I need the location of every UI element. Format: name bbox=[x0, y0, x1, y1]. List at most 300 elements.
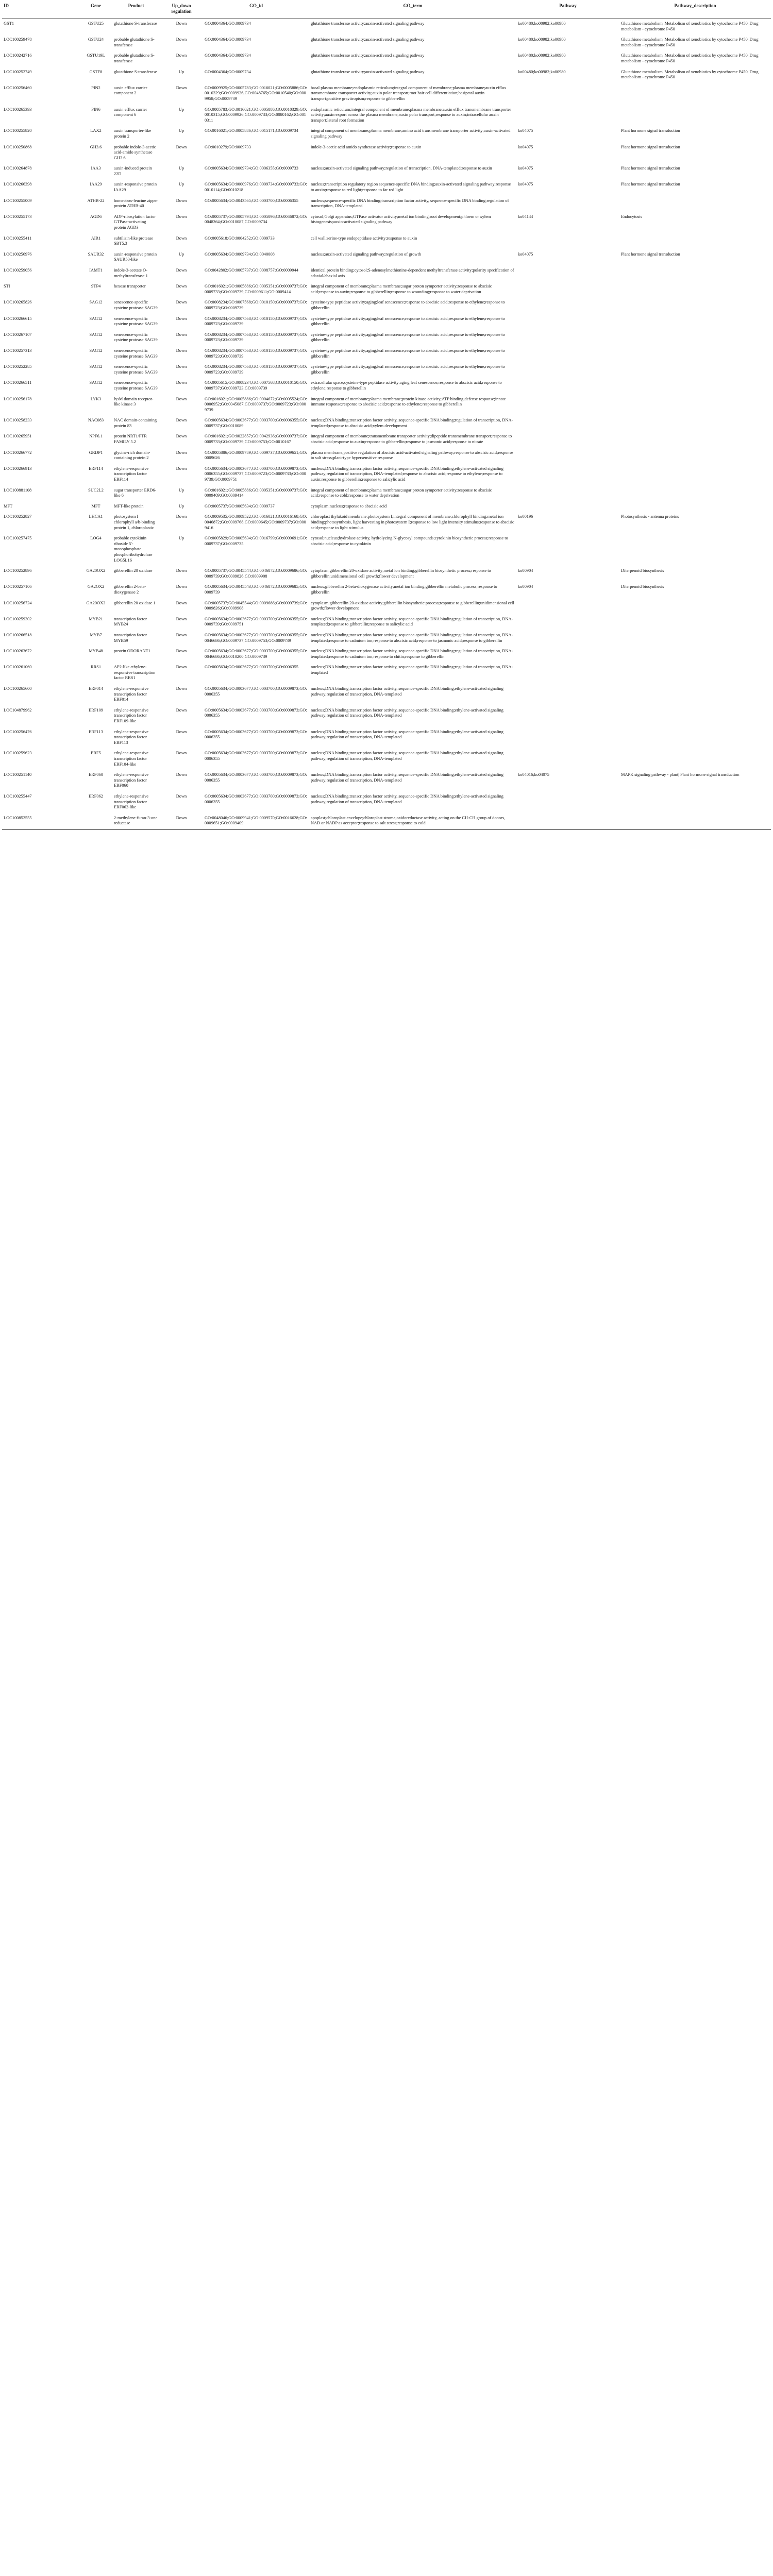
gene-id-cell: LOC100257106 bbox=[4, 584, 32, 589]
pathway-cell bbox=[516, 282, 619, 298]
product-cell: auxin-responsive protein IAA29 bbox=[114, 182, 157, 193]
pathway-cell bbox=[516, 706, 619, 727]
table-row bbox=[2, 502, 771, 513]
table-row bbox=[2, 416, 771, 432]
table-row bbox=[2, 749, 771, 770]
pathway-cell bbox=[516, 615, 619, 631]
pathway-description-cell: Plant hormone signal transduction bbox=[621, 251, 680, 257]
table-row bbox=[2, 432, 771, 448]
go-id-cell: GO:0008234;GO:0007568;GO:0010150;GO:0009737;GO:0009723;GO:0009739 bbox=[205, 300, 307, 310]
go-id-cell: GO:0005634;GO:0003677;GO:0003700;GO:0006355 bbox=[205, 665, 298, 670]
pathway-cell bbox=[516, 378, 619, 394]
gene-id-cell: LOC100251140 bbox=[4, 772, 32, 777]
go-id-cell: GO:0005829;GO:0005634;GO:0016799;GO:0009691;GO:0009737;GO:0009735 bbox=[205, 536, 307, 546]
pathway-description-cell: Plant hormone signal transduction bbox=[621, 166, 680, 171]
product-cell: transcription factor MYB59 bbox=[114, 632, 147, 643]
product-cell: ethylene-responsive transcription factor ERF104-like bbox=[114, 751, 148, 767]
gene-symbol-cell: ATHB-22 bbox=[87, 198, 105, 203]
pathway-cell bbox=[516, 663, 619, 684]
gene-symbol-cell: NAC083 bbox=[88, 418, 104, 423]
product-cell: probable indole-3-acetic acid-amido synthetase GH3.6 bbox=[114, 144, 156, 160]
go-term-cell: apoplast;chloroplast envelope;chloroplast stroma;oxidoreductase activity, acting on the CH-CH group of donors, NAD or NADP as acceptor;response to salt stress;response to cold bbox=[309, 814, 516, 830]
regulation-cell: Down bbox=[176, 665, 187, 670]
pathway-description-cell bbox=[619, 196, 771, 212]
go-id-cell: GO:0005737;GO:0005794;GO:0005096;GO:0046872;GO:0048364;GO:0010087;GO:0009734 bbox=[205, 214, 307, 225]
pathway-description-cell bbox=[619, 599, 771, 615]
product-cell: hexose transporter bbox=[114, 284, 146, 289]
pathway-cell bbox=[516, 792, 619, 814]
regulation-cell: Down bbox=[176, 268, 187, 273]
gene-symbol-cell: ERF060 bbox=[89, 772, 103, 777]
table-row bbox=[2, 180, 771, 196]
gene-id-cell: LOC100266772 bbox=[4, 450, 32, 455]
gene-id-cell: LOC100265600 bbox=[4, 686, 32, 691]
pathway-description-cell bbox=[619, 105, 771, 127]
product-cell: senescence-specific cysteine protease SAG39 bbox=[114, 300, 158, 310]
table-row bbox=[2, 164, 771, 180]
gene-symbol-cell: LHCA1 bbox=[89, 514, 103, 519]
pathway-description-cell bbox=[619, 814, 771, 830]
table-row bbox=[2, 486, 771, 502]
gene-id-cell: LOC100252749 bbox=[4, 69, 32, 74]
gene-id-cell: LOC100256178 bbox=[4, 396, 32, 401]
go-id-cell: GO:0005634;GO:0043565;GO:0003700;GO:0006355 bbox=[205, 198, 298, 203]
pathway-description-cell bbox=[619, 486, 771, 502]
gene-id-cell: GST1 bbox=[4, 21, 14, 26]
go-term-cell: integral component of membrane;plasma membrane;protein kinase activity;ATP binding;defense response;innate immune response;response to abscisic acid;response to ethylene;response to gibberellin bbox=[311, 396, 506, 407]
gene-id-cell: LOC100252896 bbox=[4, 568, 32, 573]
gene-id-cell: LOC100881108 bbox=[4, 487, 32, 493]
product-cell: indole-3-acetate O-methyltransferase 1 bbox=[114, 268, 148, 278]
pathway-cell bbox=[516, 814, 619, 830]
pathway-description-cell: Photosynthesis - antenna proteins bbox=[621, 514, 679, 519]
table-row bbox=[2, 83, 771, 105]
product-cell: glycine-rich domain-containing protein 2 bbox=[114, 450, 150, 461]
pathway-description-cell bbox=[619, 615, 771, 631]
gene-symbol-cell: LOG4 bbox=[90, 536, 102, 541]
pathway-description-cell bbox=[619, 416, 771, 432]
go-id-cell: GO:0008234;GO:0007568;GO:0010150;GO:0009737;GO:0009723;GO:0009739 bbox=[205, 332, 307, 343]
product-cell: ethylene-responsive transcription factor ERF060 bbox=[114, 772, 148, 788]
go-term-cell: endoplasmic reticulum;integral component of membrane;plasma membrane;auxin efflux transmembrane transporter activity;auxin export across the plasma membrane;auxin polar transport;response to auxin;intracellular auxin transport;lateral root formation bbox=[311, 107, 511, 123]
pathway-cell bbox=[516, 448, 619, 464]
pathway-cell: ko00480;ko00982;ko00980 bbox=[518, 53, 566, 58]
go-term-cell: cysteine-type peptidase activity;aging;leaf senescence;response to abscisic acid;response to ethylene;response to gibberellin bbox=[311, 316, 505, 327]
pathway-cell bbox=[516, 266, 619, 282]
pathway-cell bbox=[516, 464, 619, 486]
regulation-cell: Down bbox=[176, 214, 187, 219]
table-row bbox=[2, 534, 771, 566]
go-term-cell: identical protein binding;cytosol;S-adenosylmethionine-dependent methyltransferase activity;polarity specification of adaxial/abaxial axis bbox=[311, 268, 514, 278]
regulation-cell: Down bbox=[176, 686, 187, 691]
table-body bbox=[2, 19, 771, 830]
gene-id-cell: LOC100252827 bbox=[4, 514, 32, 519]
gene-symbol-cell: IAA3 bbox=[91, 166, 101, 171]
product-cell: probable cytokinin riboside 5'-monophosphate phosphoribohydrolase LOG5L16 bbox=[114, 536, 153, 563]
regulation-cell: Down bbox=[176, 348, 187, 353]
pathway-description-cell bbox=[619, 330, 771, 346]
product-cell: auxin efflux carrier component 2 bbox=[114, 85, 147, 96]
gene-id-cell: LOC100256460 bbox=[4, 85, 32, 90]
regulation-cell: Up bbox=[178, 69, 184, 74]
gene-id-cell: LOC100266511 bbox=[4, 380, 32, 385]
go-id-cell: GO:0016021;GO:0005886;GO:0005351;GO:0009737;GO:0009409;GO:0009414 bbox=[205, 487, 307, 498]
regulation-cell: Down bbox=[176, 649, 187, 654]
gene-id-cell: LOC104879962 bbox=[4, 707, 32, 713]
pathway-cell bbox=[516, 486, 619, 502]
pathway-description-cell bbox=[619, 362, 771, 378]
product-cell: senescence-specific cysteine protease SAG39 bbox=[114, 364, 158, 375]
regulation-cell: Down bbox=[176, 434, 187, 439]
col-header-pathway-description: Pathway_description bbox=[619, 2, 771, 19]
go-id-cell: GO:0005634;GO:0003677;GO:0003700;GO:0009873;GO:0006355 bbox=[205, 707, 307, 718]
gene-symbol-cell: SAG12 bbox=[89, 364, 103, 369]
pathway-cell bbox=[516, 502, 619, 513]
pathway-description-cell: Plant hormone signal transduction bbox=[621, 128, 680, 133]
col-header-gene: Gene bbox=[79, 2, 112, 19]
table-row bbox=[2, 35, 771, 51]
pathway-cell: ko00480;ko00982;ko00980 bbox=[518, 69, 566, 74]
table-row bbox=[2, 143, 771, 164]
pathway-cell: ko00904 bbox=[518, 584, 533, 589]
table-row bbox=[2, 599, 771, 615]
product-cell: photosystem I chlorophyll a/b-binding protein 1, chloroplastic bbox=[114, 514, 155, 530]
go-term-cell: nucleus;auxin-activated signaling pathway;regulation of transcription, DNA-templated;response to auxin bbox=[311, 166, 492, 171]
regulation-cell: Down bbox=[176, 450, 187, 455]
go-term-cell: nucleus;gibberellin 2-beta-dioxygenase activity;metal ion binding;gibberellin metabolic process;response to gibberellin bbox=[311, 584, 497, 595]
col-header-product: Product bbox=[112, 2, 160, 19]
pathway-description-cell: Diterpenoid biosynthesis bbox=[621, 584, 664, 589]
gene-symbol-cell: STP4 bbox=[91, 284, 101, 289]
pathway-description-cell bbox=[619, 706, 771, 727]
pathway-description-cell: Plant hormone signal transduction bbox=[621, 144, 680, 149]
go-id-cell: GO:0016021;GO:0022857;GO:0042936;GO:0009737;GO:0009733;GO:0009739;GO:0009753;GO:0010167 bbox=[205, 434, 307, 445]
regulation-cell: Down bbox=[176, 53, 187, 58]
pathway-cell bbox=[516, 234, 619, 250]
product-cell: ethylene-responsive transcription factor ERF113 bbox=[114, 729, 148, 745]
product-cell: gibberellin 2-beta-dioxygenase 2 bbox=[114, 584, 146, 595]
go-id-cell: GO:0016021;GO:0005886;GO:0015171;GO:0009734 bbox=[205, 128, 298, 133]
pathway-description-cell bbox=[619, 266, 771, 282]
product-cell: senescence-specific cysteine protease SAG39 bbox=[114, 332, 158, 343]
pathway-cell bbox=[516, 362, 619, 378]
header-row bbox=[2, 2, 771, 19]
pathway-description-cell bbox=[619, 502, 771, 513]
gene-symbol-cell: RRS1 bbox=[90, 665, 102, 670]
table-row bbox=[2, 234, 771, 250]
regulation-cell: Up bbox=[178, 107, 184, 112]
go-id-cell: GO:0005634;GO:0003677;GO:0003700;GO:0009873;GO:0006355 bbox=[205, 686, 307, 697]
go-term-cell: nucleus;DNA binding;transcription factor activity, sequence-specific DNA binding;ethylene-activated signaling pathway;regulation of transcription, DNA-templated;response to abscisic acid;response to ethylene;response to auxin;response to gibberellin;response to salicylic acid bbox=[311, 466, 503, 482]
regulation-cell: Down bbox=[176, 751, 187, 756]
go-term-cell: integral component of membrane;plasma membrane;sugar:proton symporter activity;response to abscisic acid;response to auxin;response to gibberellin;response to wounding;response to water deprivation bbox=[311, 284, 492, 294]
pathway-cell bbox=[516, 314, 619, 330]
gene-id-cell: LOC100255447 bbox=[4, 793, 32, 799]
regulation-cell: Down bbox=[176, 21, 187, 26]
pathway-cell bbox=[516, 727, 619, 749]
gene-id-cell: LOC100256724 bbox=[4, 600, 32, 605]
gene-id-cell: LOC100266913 bbox=[4, 466, 32, 471]
table-row bbox=[2, 566, 771, 582]
go-term-cell: cytoplasm;gibberellin 20-oxidase activity;metal ion binding;gibberellin biosynthetic process;response to gibberellin;unidimensional cell growth;flower development bbox=[311, 568, 491, 579]
regulation-cell: Down bbox=[176, 418, 187, 423]
pathway-description-cell: Glutathione metabolism| Metabolism of xenobiotics by cytochrome P450| Drug metabolism - cytochrome P450 bbox=[621, 53, 759, 63]
pathway-description-cell: Glutathione metabolism| Metabolism of xenobiotics by cytochrome P450| Drug metabolism - cytochrome P450 bbox=[621, 69, 759, 80]
product-cell: protein ODORANT1 bbox=[114, 649, 150, 654]
pathway-description-cell bbox=[619, 534, 771, 566]
pathway-description-cell: Plant hormone signal transduction bbox=[621, 182, 680, 187]
product-cell: AP2-like ethylene-responsive transcription factor RRS1 bbox=[114, 665, 156, 681]
go-id-cell: GO:0016021;GO:0005886;GO:0004672;GO:0005524;GO:0006952;GO:0045087;GO:0009737;GO:0009723;GO:0009739 bbox=[205, 396, 307, 412]
table-row bbox=[2, 298, 771, 314]
gene-id-cell: LOC100266398 bbox=[4, 182, 32, 187]
product-cell: auxin efflux carrier component 6 bbox=[114, 107, 147, 117]
gene-id-cell: STI bbox=[4, 284, 10, 289]
gene-annotation-table bbox=[2, 2, 771, 830]
table-row bbox=[2, 814, 771, 830]
pathway-cell bbox=[516, 105, 619, 127]
pathway-description-cell bbox=[619, 314, 771, 330]
pathway-description-cell bbox=[619, 663, 771, 684]
col-header-go-term: GO_term bbox=[309, 2, 516, 19]
go-term-cell: plasma membrane;positive regulation of abscisic acid-activated signaling pathway;response to abscisic acid;response to salt stress;plant-type hypersensitive response bbox=[311, 450, 513, 461]
product-cell: gibberellin 20 oxidase 1 bbox=[114, 600, 156, 605]
go-id-cell: GO:0005634;GO:0009734;GO:0040008 bbox=[205, 251, 275, 257]
go-id-cell: GO:0016021;GO:0005886;GO:0005351;GO:0009737;GO:0009733;GO:0009739;GO:0009611;GO:0009414 bbox=[205, 284, 307, 294]
gene-symbol-cell: GA20OX2 bbox=[86, 568, 106, 573]
go-term-cell: integral component of membrane;plasma membrane;amino acid transmembrane transporter activity;auxin-activated signaling pathway bbox=[311, 128, 511, 139]
go-term-cell: cysteine-type peptidase activity;aging;leaf senescence;response to abscisic acid;response to ethylene;response to gibberellin bbox=[311, 348, 505, 359]
go-term-cell: indole-3-acetic acid amido synthetase activity;response to auxin bbox=[311, 144, 422, 149]
go-term-cell: nucleus;DNA binding;transcription factor activity, sequence-specific DNA binding;ethylene-activated signaling pathway;regulation of transcription, DNA-templated bbox=[311, 707, 503, 718]
regulation-cell: Down bbox=[176, 300, 187, 305]
table-row bbox=[2, 346, 771, 362]
product-cell: homeobox-leucine zipper protein ATHB-40 bbox=[114, 198, 158, 209]
gene-id-cell: LOC100252285 bbox=[4, 364, 32, 369]
pathway-cell: ko04075 bbox=[518, 144, 533, 149]
col-header-pathway: Pathway bbox=[516, 2, 619, 19]
go-term-cell: extracellular space;cysteine-type peptidase activity;aging;leaf senescence;response to abscisic acid;response to ethylene;response to gibberellin bbox=[311, 380, 502, 391]
table-row bbox=[2, 448, 771, 464]
go-id-cell: GO:0008234;GO:0007568;GO:0010150;GO:0009737;GO:0009723;GO:0009739 bbox=[205, 364, 307, 375]
pathway-description-cell bbox=[619, 631, 771, 647]
product-cell: senescence-specific cysteine protease SAG39 bbox=[114, 316, 158, 327]
gene-symbol-cell: GSTU19L bbox=[87, 53, 105, 58]
go-id-cell: GO:0005886;GO:0009789;GO:0009737;GO:0009651;GO:0009626 bbox=[205, 450, 307, 461]
pathway-cell bbox=[516, 330, 619, 346]
go-term-cell: nucleus;DNA binding;transcription factor activity, sequence-specific DNA binding;regulation of transcription, DNA-templated;response to cadmium ion;response to chitin;response to gibberellin bbox=[311, 649, 513, 659]
product-cell: glutathione S-transferase bbox=[114, 69, 157, 74]
pathway-cell bbox=[516, 684, 619, 706]
go-term-cell: nucleus;DNA binding;transcription factor activity, sequence-specific DNA binding;regulation of transcription, DNA-templated;response to cadmium ion;response to abscisic acid;response to jasmonic acid;response to gibberellin bbox=[311, 632, 513, 643]
gene-symbol-cell: SUC2L2 bbox=[88, 487, 104, 493]
go-id-cell: GO:0009535;GO:0009522;GO:0016021;GO:0016168;GO:0046872;GO:0009768;GO:0009645;GO:0009737;GO:0009416 bbox=[205, 514, 307, 530]
product-cell: senescence-specific cysteine protease SAG39 bbox=[114, 348, 158, 359]
pathway-cell: ko04075 bbox=[518, 251, 533, 257]
pathway-cell bbox=[516, 534, 619, 566]
pathway-cell: ko04075 bbox=[518, 166, 533, 171]
gene-id-cell: LOC100852555 bbox=[2, 814, 79, 830]
pathway-cell: ko00196 bbox=[518, 514, 533, 519]
go-term-cell: nucleus;DNA binding;transcription factor activity, sequence-specific DNA binding;ethylene-activated signaling pathway;regulation of transcription, DNA-templated bbox=[311, 729, 503, 740]
pathway-cell bbox=[516, 416, 619, 432]
gene-id-cell: LOC100255009 bbox=[4, 198, 32, 203]
gene-id-cell: LOC100266615 bbox=[4, 316, 32, 321]
pathway-cell: ko04144 bbox=[518, 214, 533, 219]
regulation-cell: Down bbox=[176, 729, 187, 734]
pathway-description-cell: MAPK signaling pathway - plant| Plant hormone signal transduction bbox=[621, 772, 740, 777]
pathway-description-cell bbox=[619, 448, 771, 464]
table-row bbox=[2, 105, 771, 127]
table-row bbox=[2, 362, 771, 378]
regulation-cell: Down bbox=[176, 380, 187, 385]
table-row bbox=[2, 266, 771, 282]
table-row bbox=[2, 395, 771, 416]
pathway-description-cell bbox=[619, 684, 771, 706]
gene-symbol-cell: MYB21 bbox=[89, 616, 103, 621]
gene-id-cell: LOC100255820 bbox=[4, 128, 32, 133]
product-cell: auxin-induced protein 22D bbox=[114, 166, 152, 176]
gene-id-cell: LOC100242716 bbox=[4, 53, 32, 58]
table-row bbox=[2, 51, 771, 67]
go-id-cell: GO:0005615;GO:0008234;GO:0007568;GO:0010150;GO:0009737;GO:0009723;GO:0009739 bbox=[205, 380, 307, 391]
go-id-cell: GO:0048046;GO:0009941;GO:0009570;GO:0016628;GO:0009651;GO:0009409 bbox=[203, 814, 309, 830]
regulation-cell: Up bbox=[178, 536, 184, 541]
product-cell: ethylene-responsive transcription factor ERF062-like bbox=[114, 793, 148, 810]
go-id-cell: GO:0010279;GO:0009733 bbox=[205, 144, 251, 149]
gene-id-cell: LOC100257475 bbox=[4, 536, 32, 541]
regulation-cell: Down bbox=[176, 616, 187, 621]
table-row bbox=[2, 314, 771, 330]
gene-symbol-cell: SAG12 bbox=[89, 300, 103, 305]
gene-id-cell: LOC100259302 bbox=[4, 616, 32, 621]
product-cell: MFT-like protein bbox=[114, 503, 144, 509]
product-cell: ethylene-responsive transcription factor ERF114 bbox=[114, 466, 148, 482]
gene-symbol-cell: GSTU24 bbox=[88, 37, 104, 42]
product-cell: auxin-responsive protein SAUR50-like bbox=[114, 251, 157, 262]
go-term-cell: nucleus;DNA binding;transcription factor activity, sequence-specific DNA binding;ethylene-activated signaling pathway;regulation of transcription, DNA-templated bbox=[311, 751, 503, 761]
go-id-cell: GO:0005634;GO:0045543;GO:0046872;GO:0009685;GO:0009739 bbox=[205, 584, 307, 595]
table-row bbox=[2, 647, 771, 663]
gene-symbol-cell: LYK3 bbox=[90, 396, 102, 401]
gene-id-cell: LOC100259056 bbox=[4, 268, 32, 273]
regulation-cell: Down bbox=[176, 85, 187, 90]
gene-symbol-cell: MYB48 bbox=[89, 649, 103, 654]
regulation-cell: Down bbox=[176, 772, 187, 777]
pathway-description-cell bbox=[619, 792, 771, 814]
pathway-cell: ko00904 bbox=[518, 568, 533, 573]
pathway-cell bbox=[516, 631, 619, 647]
table-row bbox=[2, 126, 771, 142]
go-id-cell: GO:0005634;GO:0000976;GO:0009734;GO:0009733;GO:0010114;GO:0010218 bbox=[205, 182, 307, 193]
regulation-cell: Down bbox=[160, 814, 203, 830]
regulation-cell: Down bbox=[176, 600, 187, 605]
regulation-cell: Up bbox=[178, 251, 184, 257]
gene-symbol-cell bbox=[79, 814, 112, 830]
gene-symbol-cell: ERF5 bbox=[91, 751, 101, 756]
gene-symbol-cell: PIN6 bbox=[91, 107, 100, 112]
go-term-cell: cysteine-type peptidase activity;aging;leaf senescence;response to abscisic acid;response to ethylene;response to gibberellin bbox=[311, 364, 505, 375]
go-term-cell: cytoplasm;nucleus;response to abscisic acid bbox=[311, 503, 387, 509]
pathway-description-cell bbox=[619, 432, 771, 448]
product-cell: sugar transporter ERD6-like 6 bbox=[114, 487, 157, 498]
table-row bbox=[2, 615, 771, 631]
go-term-cell: nucleus;transcription regulatory region sequence-specific DNA binding;auxin-activated signaling pathway;response to auxin;response to red light;response to far red light bbox=[311, 182, 511, 193]
gene-id-cell: LOC100258233 bbox=[4, 418, 32, 423]
regulation-cell: Down bbox=[176, 396, 187, 401]
go-term-cell: cytosol;Golgi apparatus;GTPase activator activity;metal ion binding;root development;phloem or xylem histogenesis;auxin-activated signaling pathway bbox=[311, 214, 491, 225]
gene-id-cell: LOC100257313 bbox=[4, 348, 32, 353]
product-cell: protein NRT1/PTR FAMILY 5.2 bbox=[114, 434, 147, 445]
pathway-cell bbox=[516, 346, 619, 362]
go-id-cell: GO:0004364;GO:0009734 bbox=[205, 53, 251, 58]
table-row bbox=[2, 67, 771, 83]
go-term-cell: nucleus;auxin-activated signaling pathway;regulation of growth bbox=[311, 251, 421, 257]
go-id-cell: GO:0005634;GO:0003677;GO:0003700;GO:0006355;GO:0009739;GO:0009751 bbox=[205, 616, 307, 627]
pathway-cell bbox=[516, 749, 619, 770]
go-id-cell: GO:0005634;GO:0003677;GO:0003700;GO:0009873;GO:0006355 bbox=[205, 793, 307, 804]
gene-id-cell: MFT bbox=[4, 503, 13, 509]
go-term-cell: chloroplast thylakoid membrane;photosystem I;integral component of membrane;chlorophyll binding;metal ion binding;photosynthesis, light harvesting in photosystem I;response to low light intensity stimulus;response to abscisic acid;response to light stimulus bbox=[311, 514, 514, 530]
pathway-cell bbox=[516, 395, 619, 416]
go-id-cell: GO:0005618;GO:0004252;GO:0009733 bbox=[205, 235, 275, 241]
go-id-cell: GO:0042802;GO:0005737;GO:0008757;GO:0009944 bbox=[205, 268, 298, 273]
gene-symbol-cell: MFT bbox=[91, 503, 100, 509]
regulation-cell: Up bbox=[178, 487, 184, 493]
gene-id-cell: LOC100265826 bbox=[4, 300, 32, 305]
regulation-cell: Up bbox=[178, 503, 184, 509]
gene-id-cell: LOC100264878 bbox=[4, 166, 32, 171]
gene-id-cell: LOC100259623 bbox=[4, 751, 32, 756]
gene-symbol-cell: AGD6 bbox=[90, 214, 102, 219]
pathway-cell bbox=[516, 196, 619, 212]
table-row bbox=[2, 512, 771, 534]
regulation-cell: Down bbox=[176, 632, 187, 637]
gene-id-cell: LOC100265951 bbox=[4, 434, 32, 439]
pathway-description-cell bbox=[619, 83, 771, 105]
go-id-cell: GO:0005783;GO:0016021;GO:0005886;GO:0010329;GO:0010315;GO:0009926;GO:0009733;GO:0080162;GO:0010311 bbox=[205, 107, 307, 123]
gene-symbol-cell: SAG12 bbox=[89, 316, 103, 321]
regulation-cell: Down bbox=[176, 144, 187, 149]
gene-symbol-cell: ERF062 bbox=[89, 793, 103, 799]
pathway-cell bbox=[516, 298, 619, 314]
go-term-cell: nucleus;DNA binding;transcription factor activity, sequence-specific DNA binding;ethylene-activated signaling pathway;regulation of transcription, DNA-templated bbox=[311, 686, 503, 697]
regulation-cell: Up bbox=[178, 128, 184, 133]
gene-id-cell: LOC100256976 bbox=[4, 251, 32, 257]
go-term-cell: nucleus;DNA binding;transcription factor activity, sequence-specific DNA binding;ethylene-activated signaling pathway;regulation of transcription, DNA-templated bbox=[311, 772, 503, 783]
regulation-cell: Down bbox=[176, 568, 187, 573]
gene-symbol-cell: AIR1 bbox=[91, 235, 101, 241]
go-id-cell: GO:0008234;GO:0007568;GO:0010150;GO:0009737;GO:0009723;GO:0009739 bbox=[205, 348, 307, 359]
go-term-cell: glutathione transferase activity;auxin-activated signaling pathway bbox=[311, 37, 425, 42]
pathway-description-cell bbox=[619, 346, 771, 362]
table-row bbox=[2, 19, 771, 36]
gene-symbol-cell: GA20OX3 bbox=[86, 600, 106, 605]
gene-annotation-sheet bbox=[2, 2, 771, 830]
table-row bbox=[2, 727, 771, 749]
gene-symbol-cell: NPF6.1 bbox=[89, 434, 103, 439]
table-row bbox=[2, 464, 771, 486]
gene-symbol-cell: GA2OX2 bbox=[87, 584, 105, 589]
regulation-cell: Down bbox=[176, 514, 187, 519]
gene-id-cell: LOC100265393 bbox=[4, 107, 32, 112]
product-cell: gibberellin 20 oxidase bbox=[114, 568, 153, 573]
pathway-description-cell bbox=[619, 378, 771, 394]
go-term-cell: nucleus;DNA binding;transcription factor activity, sequence-specific DNA binding;regulation of transcription, DNA-templated;response to abscisic acid;xylem development bbox=[311, 418, 513, 428]
go-id-cell: GO:0005634;GO:0003677;GO:0003700;GO:0006355;GO:0046686;GO:0009737;GO:0009753;GO:0009739 bbox=[205, 632, 307, 643]
pathway-cell: ko00480;ko00982;ko00980 bbox=[518, 21, 566, 26]
product-cell: probable glutathione S-transferase bbox=[114, 37, 155, 47]
